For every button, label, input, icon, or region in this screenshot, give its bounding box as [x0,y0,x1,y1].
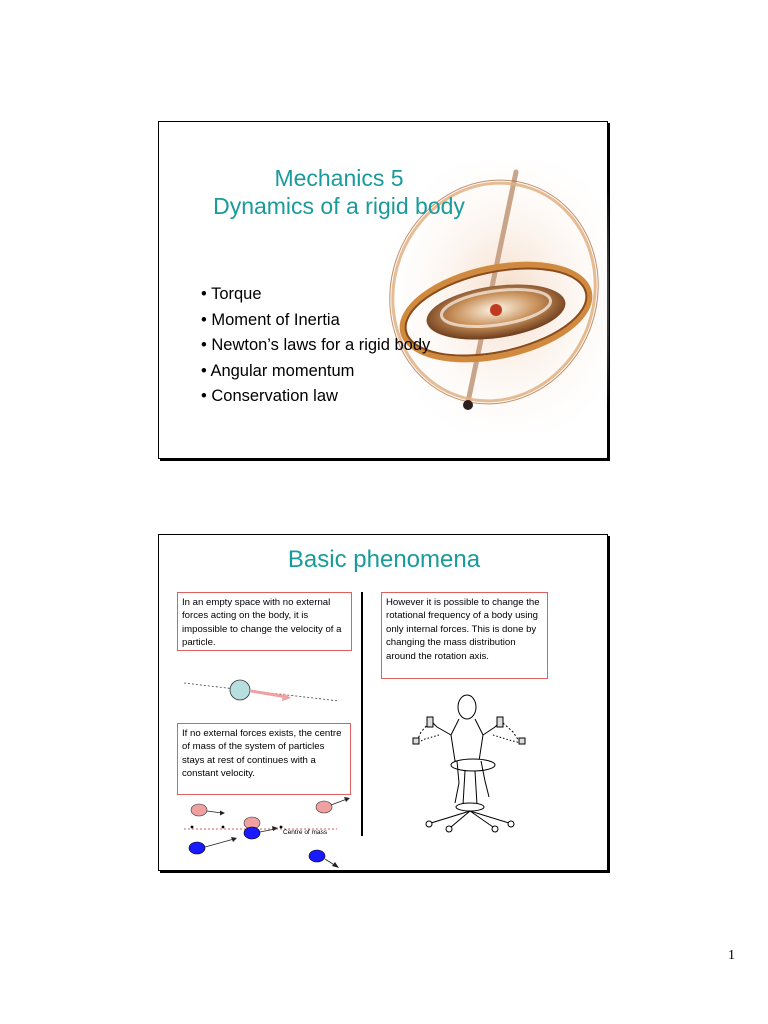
list-item: • Torque [201,285,262,303]
slide-2-title: Basic phenomena [287,546,481,573]
list-item: • Conservation law [201,387,338,405]
head [458,695,476,719]
title-line-1: Mechanics 5 [274,165,404,191]
list-item: • Newton’s laws for a rigid body [201,336,431,354]
list-item: • Angular momentum [201,361,355,380]
slide-1-title [159,164,519,220]
centre-of-mass-label: Centre of mass [283,829,328,836]
list-item: • Moment of Inertia [201,310,340,329]
topic-list [201,282,430,410]
title-line-2: Dynamics of a rigid body [213,193,465,219]
page-number: 1 [728,948,735,963]
note-centre-of-mass: If no external forces exists, the centre of mass of the system of particles stays at rest of continues with a constant velocity. [177,723,351,795]
slide-2 [158,534,608,871]
note-internal-forces: However it is possible to change the rotational frequency of a body using only internal forces. This is done by changing the mass distribution around the rotation axis. [381,592,548,679]
slide-1 [158,121,608,459]
stool-person-image [159,535,609,872]
note-empty-space: In an empty space with no external forces acting on the body, it is impossible to change the velocity of a particle. [177,592,352,651]
